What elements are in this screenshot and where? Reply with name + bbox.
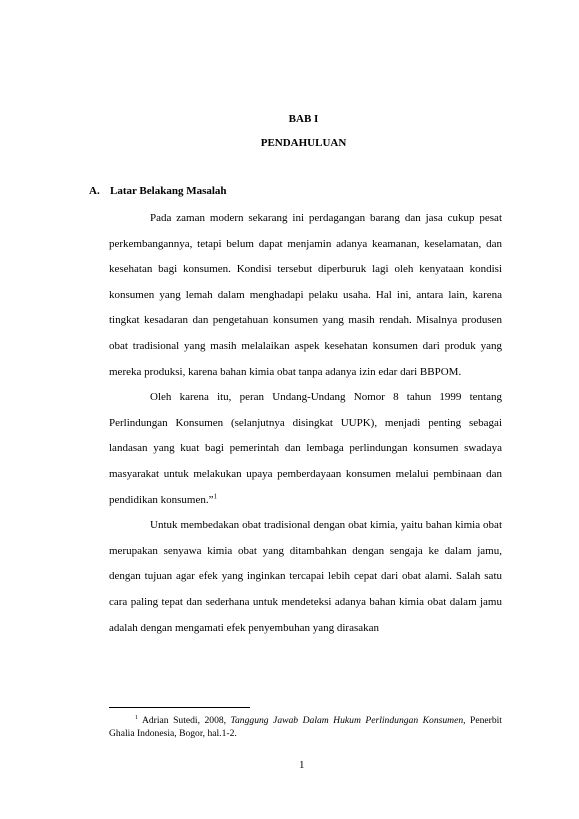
paragraph-text: Untuk membedakan obat tradisional dengan obat kimia, yaitu bahan kimia obat merupakan senyawa kimia obat yang ditambahkan dengan sengaja ke dalam jamu, dengan tujuan agar efek yang inginkan tercapai lebih cepat dari obat alami. Salah satu cara paling tepat dan sederhana untuk mendeteksi adanya bahan kimia obat dalam jamu adalah dengan mengamati efek penyembuhan yang dirasakan <box>109 519 502 634</box>
footnote-divider <box>109 707 250 708</box>
footnote-text <box>109 712 502 740</box>
footnote-reference[interactable]: 1 <box>213 491 217 500</box>
chapter-title: PENDAHULUAN <box>260 137 347 149</box>
footnote <box>109 712 502 740</box>
footnote-author: Adrian Sutedi, 2008, <box>141 715 231 727</box>
paragraph <box>109 385 502 513</box>
footnote-publisher: , Penerbit Ghalia Indonesia, Bogor, hal.1-2. <box>109 715 502 740</box>
paragraph <box>109 513 502 641</box>
paragraph <box>109 206 502 385</box>
footnote-marker: 1 <box>135 715 138 721</box>
body-text <box>109 206 502 641</box>
chapter-label: BAB I <box>288 113 319 125</box>
section-heading <box>89 185 227 197</box>
section-number: A. <box>89 185 100 197</box>
footnote-title: Tanggung Jawab Dalam Hukum Perlindungan Konsumen <box>230 715 464 727</box>
paragraph-text: Pada zaman modern sekarang ini perdagangan barang dan jasa cukup pesat perkembangannya, tetapi belum dapat menjamin adanya keamanan, keselamatan, dan kesehatan bagi konsumen. Kondisi tersebut diperburuk lagi oleh kenyataan kondisi konsumen yang lemah dalam menghadapi pelaku usaha. Hal ini, antara lain, karena tingkat kesadaran dan pengetahuan konsumen yang masih rendah. Misalnya produsen obat tradisional yang masih melalaikan aspek kesehatan konsumen dari produk yang mereka produksi, karena bahan kimia obat tanpa adanya izin edar dari BBPOM. <box>109 212 502 378</box>
paragraph-text: Oleh karena itu, peran Undang-Undang Nomor 8 tahun 1999 tentang Perlindungan Konsumen (selanjutnya disingkat UUPK), menjadi penting sebagai landasan yang kuat bagi pemerintah dan lembaga perlindungan konsumen swadaya masyarakat untuk melakukan upaya pemberdayaan konsumen melalui pembinaan dan pendidikan konsumen.” <box>109 391 502 506</box>
section-title: Latar Belakang Masalah <box>110 185 227 197</box>
page-number: 1 <box>299 759 305 771</box>
